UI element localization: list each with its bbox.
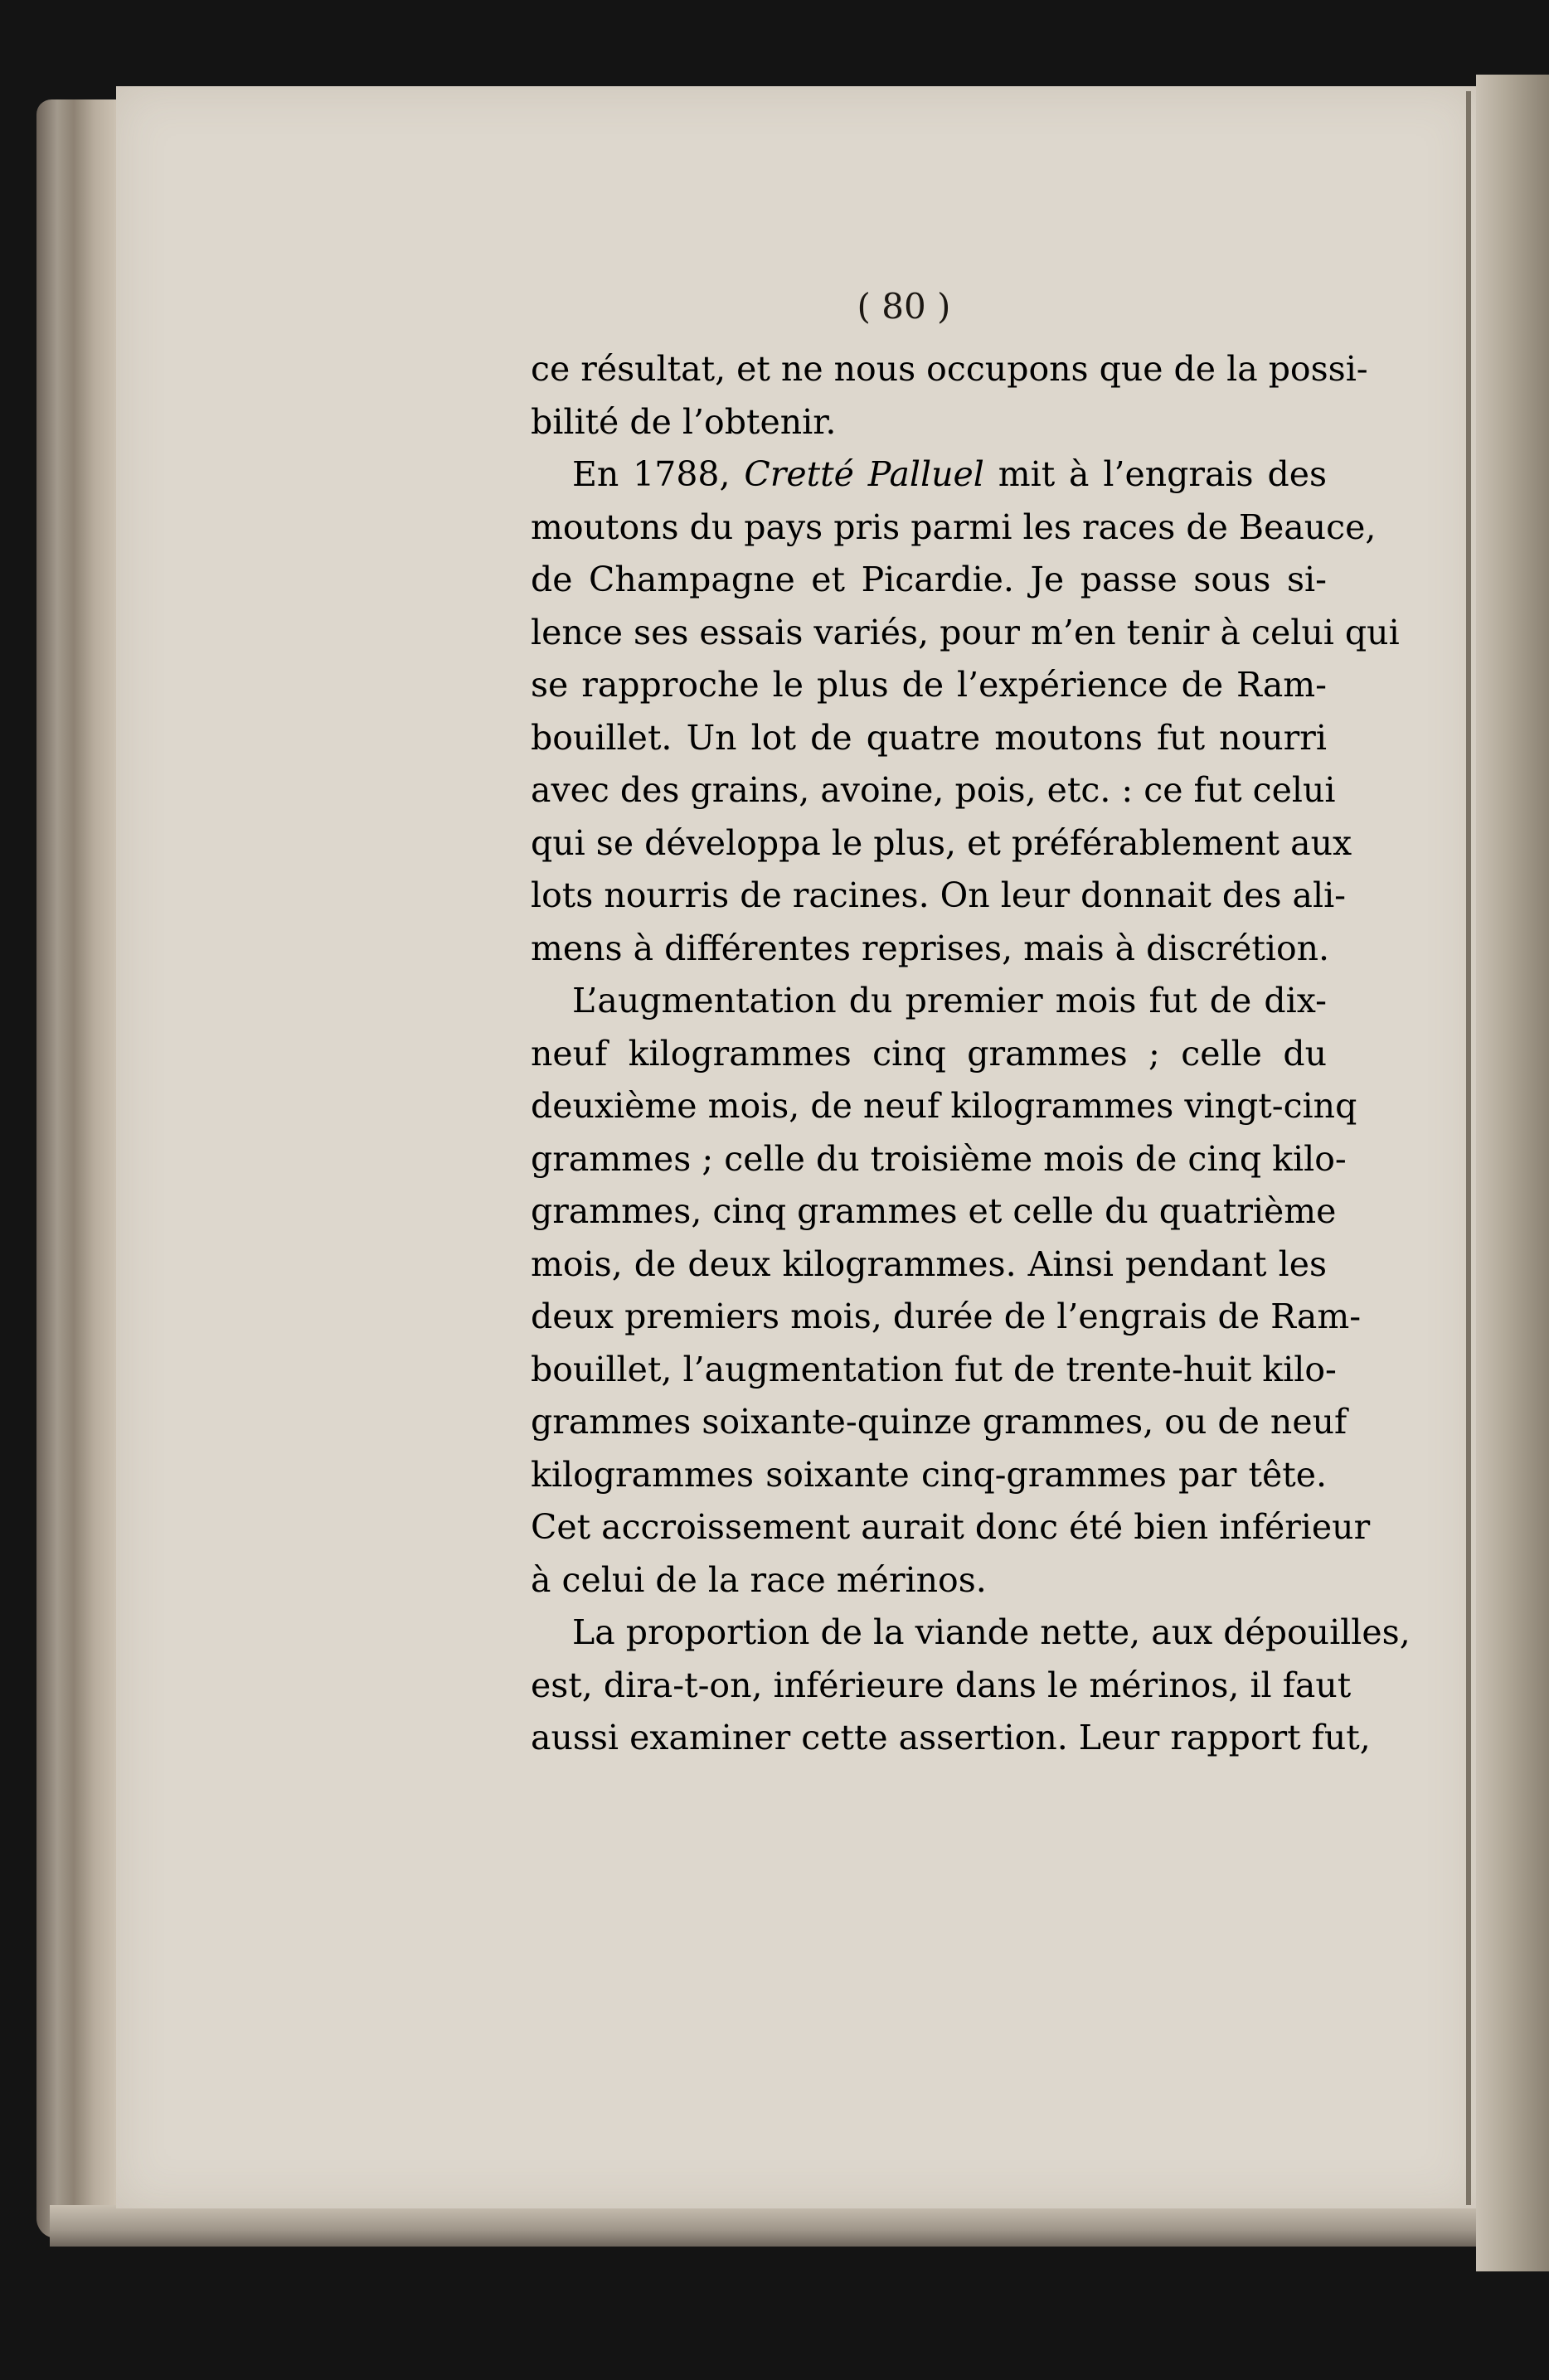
text-line: se rapproche le plus de l’expérience de Ram- [531, 665, 1327, 705]
text-line: avec des grains, avoine, pois, etc. : ce fut celui [531, 770, 1336, 810]
text-line: ce résultat, et ne nous occupons que de la possi- [531, 349, 1368, 389]
text-line: L’augmentation du premier mois fut de dix- [572, 981, 1327, 1020]
page-number: ( 80 ) [857, 286, 951, 327]
text-line: à celui de la race mérinos. [531, 1559, 987, 1600]
text-line: La proportion de la viande nette, aux dépouilles, [572, 1612, 1411, 1652]
text-line [531, 448, 1327, 502]
text-line: qui se développa le plus, et préférablement aux [531, 822, 1352, 863]
text-line: kilogrammes soixante cinq-grammes par tête. [531, 1454, 1327, 1495]
book-bottom-edge [50, 2205, 1476, 2247]
text-line: grammes ; celle du troisième mois de cinq kilo- [531, 1138, 1347, 1179]
text-line: aussi examiner cette assertion. Leur rapport fut, [531, 1718, 1371, 1757]
text-line: lence ses essais variés, pour m’en tenir à celui qui [531, 612, 1400, 652]
text-line: Cet accroissement aurait donc été bien inférieur [531, 1507, 1371, 1547]
text-segment: mit à l’engrais des [983, 454, 1327, 494]
text-line: mois, de deux kilogrammes. Ainsi pendant les [531, 1243, 1327, 1284]
page-gutter [1466, 91, 1471, 2205]
text-line: moutons du pays pris parmi les races de Beauce, [531, 507, 1377, 547]
text-line: bouillet, l’augmentation fut de trente-huit kilo- [531, 1349, 1337, 1389]
text-line: bouillet. Un lot de quatre moutons fut nourri [531, 717, 1327, 758]
author-name: Cretté Palluel [744, 454, 984, 494]
text-line: lots nourris de racines. On leur donnait des ali- [531, 875, 1347, 915]
text-line: deuxième mois, de neuf kilogrammes vingt-cinq [531, 1086, 1357, 1126]
text-line: neuf kilogrammes cinq grammes ; celle du [531, 1033, 1327, 1074]
body-text [531, 343, 1411, 1765]
text-line: est, dira-t-on, inférieure dans le mérinos, il faut [531, 1665, 1352, 1705]
text-line: de Champagne et Picardie. Je passe sous si- [531, 560, 1327, 599]
text-segment: En 1788, [572, 454, 745, 494]
book-left-edge [36, 99, 119, 2238]
text-line: grammes soixante-quinze grammes, ou de neuf [531, 1402, 1347, 1442]
text-line: grammes, cinq grammes et celle du quatrième [531, 1191, 1337, 1231]
text-line: mens à différentes reprises, mais à discrétion. [531, 928, 1330, 968]
text-line: bilité de l’obtenir. [531, 401, 837, 442]
text-line: deux premiers mois, durée de l’engrais de Ram- [531, 1297, 1362, 1336]
facing-page-strip [1476, 75, 1549, 2271]
